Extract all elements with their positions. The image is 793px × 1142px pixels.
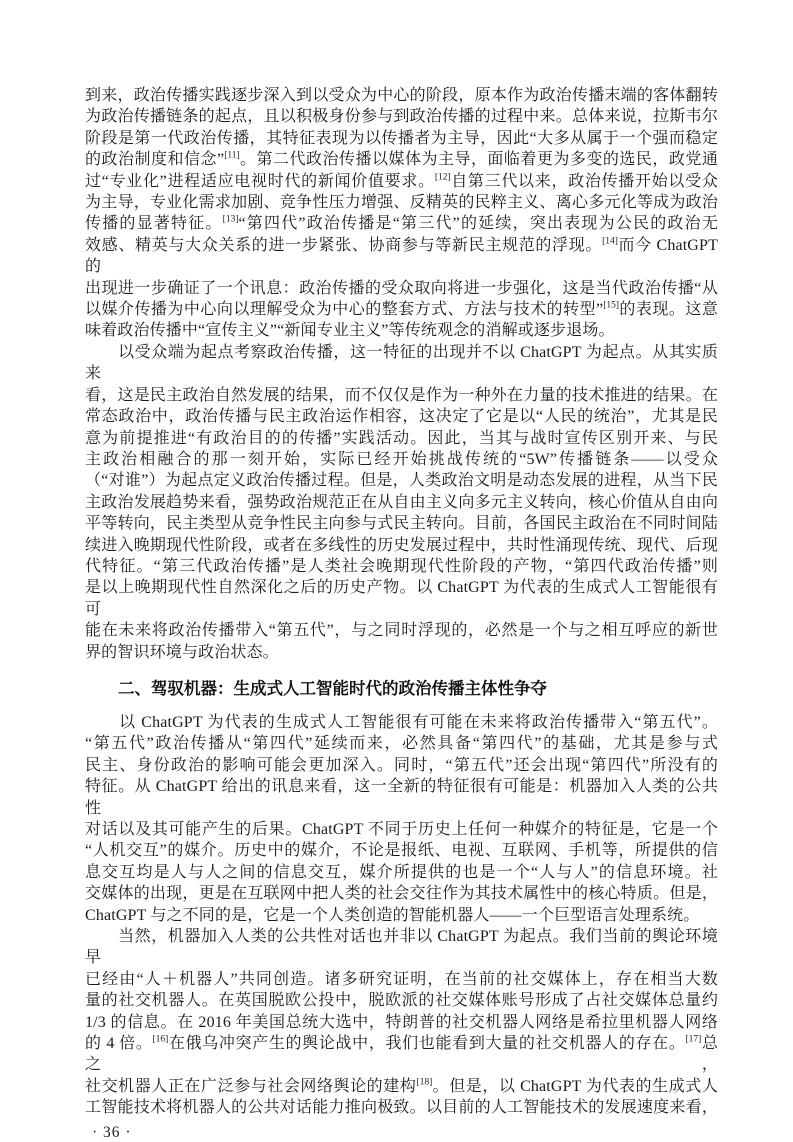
footnote-ref: [12] [434, 172, 451, 183]
footnote-ref: [16] [152, 1034, 169, 1045]
paragraph-4 [85, 926, 718, 1119]
text-line: 为政治传播链条的起点，且以积极身份参与到政治传播的过程中来。总体来说，拉斯韦尔 [85, 108, 718, 126]
text-line: 看，这是民主政治自然发展的结果，而不仅仅是作为一种外在力量的技术推进的结果。在 [85, 386, 718, 404]
text-line: 的 4 倍。[16]在俄乌冲突产生的舆论战中，我们也能看到大量的社交机器人的存在。[17]总之， [85, 1034, 718, 1074]
text-line: 当然，机器加入人类的公共性对话也并非以 ChatGPT 为起点。我们当前的舆论环境早 [85, 928, 718, 967]
text-column [85, 85, 718, 1119]
text-line: 社交机器人正在广泛参与社会网络舆论的建构[18]。但是，以 ChatGPT 为代表的生成式人 [85, 1077, 718, 1095]
footnote-ref: [18] [416, 1077, 433, 1088]
text-line: 效感、精英与大众关系的进一步紧张、协商参与等新民主规范的浮现。[14]而今 ChatGPT 的 [85, 236, 718, 276]
text-line: 主政治相融合的那一刻开始，实际已经开始挑战传统的“5W”传播链条——以受众 [85, 450, 718, 468]
text-line: 以受众端为起点考察政治传播，这一特征的出现并不以 ChatGPT 为起点。从其实质来 [85, 343, 718, 383]
section-heading: 二、驾驭机器：生成式人工智能时代的政治传播主体性争夺 [118, 679, 547, 698]
text-line: 续进入晚期现代性阶段，或者在多线性的历史发展过程中，共时性涌现传统、现代、后现 [85, 536, 718, 554]
text-line: 常态政治中，政治传播与民主政治运作相容，这决定了它是以“人民的统治”，尤其是民 [85, 408, 718, 426]
paragraph-1 [85, 85, 718, 342]
text-line: 阶段是第一代政治传播，其特征表现为以传播者为主导，因此“大多从属于一个强而稳定 [85, 129, 718, 147]
text-line: 代特征。“第三代政治传播”是人类社会晚期现代性阶段的产物，“第四代政治传播”则 [85, 557, 718, 575]
text-line: 是以上晚期现代性自然深化之后的历史产物。以 ChatGPT 为代表的生成式人工智能很有可 [85, 579, 718, 618]
text-line: “人机交互”的媒介。历史中的媒介，不论是报纸、电视、互联网、手机等，所提供的信 [85, 842, 718, 860]
footnote-ref: [13] [222, 215, 239, 226]
text-line: 到来，政治传播实践逐步深入到以受众为中心的阶段，原本作为政治传播末端的客体翻转 [85, 87, 718, 104]
text-line: 意为前提推进“有政治目的的传播”实践活动。因此，当其与战时宣传区别开来、与民 [85, 429, 718, 447]
text-line: 1/3 的信息。在 2016 年美国总统大选中，特朗普的社交机器人网络是希拉里机器人网络 [85, 1013, 718, 1031]
text-line: 为主导，专业化需求加剧、竞争性压力增强、反精英的民粹主义、离心多元化等成为政治 [85, 194, 718, 212]
footnote-ref: [15] [603, 300, 620, 311]
text-line: 对话以及其可能产生的后果。ChatGPT 不同于历史上任何一种媒介的特征是，它是一个 [85, 821, 718, 838]
text-line: 出现进一步确证了一个讯息：政治传播的受众取向将进一步强化，这是当代政治传播“从 [85, 279, 718, 297]
text-line: 民主、身份政治的影响可能会更加深入。同时，“第五代”还会出现“第四代”所没有的 [85, 756, 718, 774]
text-line: 量的社交机器人。在英国脱欧公投中，脱欧派的社交媒体账号形成了占社交媒体总量约 [85, 992, 718, 1010]
text-line: 的政治制度和信念”[11]。第二代政治传播以媒体为主导，面临着更为多变的选民，政党通 [85, 150, 718, 169]
footnote-ref: [11] [224, 150, 240, 161]
text-line: ChatGPT 与之不同的是，它是一个人类创造的智能机器人——一个巨型语言处理系统。 [85, 906, 700, 924]
text-line: 工智能技术将机器人的公共对话能力推向极致。以目前的人工智能技术的发展速度来看， [85, 1099, 718, 1117]
text-line: 味着政治传播中“宣传主义”“新闻专业主义”等传统观念的消解或逐步退场。 [85, 322, 615, 340]
text-line: 界的智识环境与政治状态。 [85, 643, 279, 661]
paragraph-3 [85, 712, 718, 926]
text-line: 特征。从 ChatGPT 给出的讯息来看，这一全新的特征很有可能是：机器加入人类的公共性 [85, 778, 718, 817]
text-line: 已经由“人＋机器人”共同创造。诸多研究证明，在当前的社交媒体上，存在相当大数 [85, 970, 718, 988]
footnote-ref: [17] [685, 1034, 702, 1045]
text-line: （“对谁”）为起点定义政治传播过程。但是，人类政治文明是动态发展的进程，从当下民 [85, 472, 718, 490]
text-line: 交媒体的出现，更是在互联网中把人类的社会交往作为其技术属性中的核心特质。但是， [85, 885, 718, 903]
text-line: 以媒介传播为中心向以理解受众为中心的整套方式、方法与技术的转型”[15]的表现。这意 [85, 300, 718, 319]
text-line: 过“专业化”进程适应电视时代的新闻价值要求。[12]自第三代以来，政治传播开始以受众 [85, 172, 718, 190]
footnote-ref: [14] [602, 236, 618, 247]
paragraph-2 [85, 342, 718, 663]
page-number: · 36 · [92, 1123, 132, 1141]
text-line: 平等转向，民主类型从竞争性民主向参与式民主转向。目前，各国民主政治在不同时间陆 [85, 515, 718, 533]
text-line: 以 ChatGPT 为代表的生成式人工智能很有可能在未来将政治传播带入“第五代”。 [85, 713, 718, 731]
text-line: 能在未来将政治传播带入“第五代”，与之同时浮现的，必然是一个与之相互呼应的新世 [85, 622, 718, 640]
text-line: “第五代”政治传播从“第四代”延续而来，必然具备“第四代”的基础，尤其是参与式 [85, 735, 718, 753]
text-line: 息交互均是人与人之间的信息交互，媒介所提供的也是一个“人与人”的信息环境。社 [85, 863, 718, 881]
text-line: 传播的显著特征。[13]“第四代”政治传播是“第三代”的延续，突出表现为公民的政治无 [85, 215, 718, 233]
text-line: 主政治发展趋势来看，强势政治规范正在从自由主义向多元主义转向，核心价值从自由向 [85, 493, 718, 511]
